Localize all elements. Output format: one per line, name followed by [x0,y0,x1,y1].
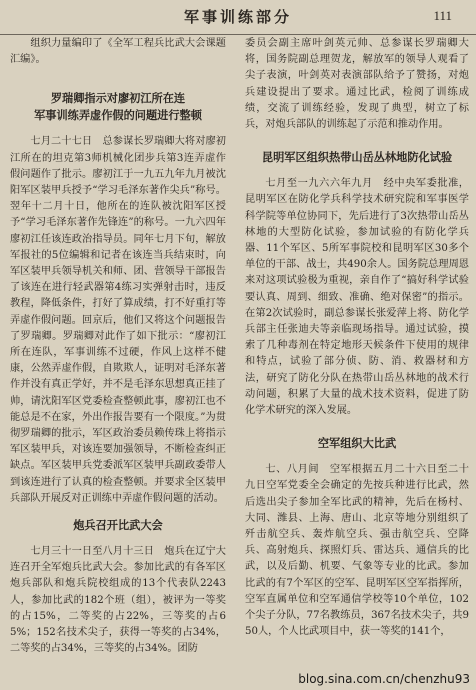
watermark-url: blog.sina.com.cn/chenzhu93 [298,672,470,686]
right-column [245,36,469,680]
page-header [0,0,476,35]
section-title-line1: 罗瑞卿指示对廖初江所在连 [50,92,186,106]
section-title: 空军组织大比武 [317,437,397,451]
section-paragraph: 七、八月间 空军根据五月二十六日至二十九日空军党委全会确定的先按兵种进行比武，然后选出尖子参加全军比武的精神，先后在杨村、大同、潍县、上海、唐山、北京等地分别组织了歼击航空兵、轰炸航空兵、强击航空兵、空降兵、高射炮兵、探照灯兵、雷达兵、通信兵的比武，以及后勤、机要、气象等专业的比武。参加比武的有7个军区的空军、昆明军区空军指挥所，空军直属单位和空军通信学校等10个单位，102个尖子分队，77名教练员，367名技术尖子，共950人，个人比武项目中，获一等奖的141个， [245,464,469,638]
section-paragraph: 七月至一九六六年九月 经中央军委批准，昆明军区在防化学兵科学技术研究院和军事医学科学院等单位协同下，先后进行了3次热带山岳丛林地的大型防化试验，参加试验的有防化学兵器、11个军区、5所军事院校和昆明军区30多个单位的干部、战士，共490余人。国务院总理周恩来对这项试验极为重视，亲自作了“搞好科学试验要认真、周到、细致、准确、绝对保密”的指示。在第2次试验时，副总参谋长张爱萍上将、防化学兵部主任张迪夫等亲临现场指导。通过试验，摸索了几种毒剂在特定地形天候条件下使用的规律和特点，试验了部分侦、防、消、救器材和方法，研究了防化分队在热带山岳丛林地的战术行动问题，积累了大量的战术技术资料，促进了防化学术研究的深入发展。 [245,178,469,417]
section-title-line2: 军事训练弄虚作假的问题进行整顿 [34,109,202,123]
continued-paragraph: 委员会副主席叶剑英元帅、总参谋长罗瑞卿大将，国务院副总理贺龙，解放军的领导人观看了尖子表演，叶剑英对表演部队给予了赞扬，对炮兵建设提出了要求。通过比武，检阅了训练成绩，交流了训练经验，发现了典型，树立了标兵，对炮兵部队的训练起了示范和推动作用。 [245,38,469,131]
section-paragraph: 七月三十一日至八月十三日 炮兵在辽宁大连召开全军炮兵比武大会。参加比武的有各军区炮兵部队和炮兵院校组成的13个代表队2243人，参加比武的182个班（组），被评为一等奖的占15%，二等奖的占22%，三等奖的占65%；152名技术尖子，获得一等奖的占34%，二等奖的占34%，三等奖的占34%。团防 [10,546,226,655]
section-title: 昆明军区组织热带山岳丛林地防化试验 [261,151,453,165]
intro-paragraph: 组织力量编印了《全军工程兵比武大会课题汇编》。 [10,38,226,66]
section-paragraph: 七月二十七日 总参谋长罗瑞卿大将对廖初江所在的坦克第3师机械化团步兵第3连弄虚作假问题作了批示。廖初江于一九五九年九月被沈阳军区装甲兵授予“学习毛泽东著作尖兵”称号。翌年十二月十日，他所在的连队被沈阳军区授予“学习毛泽东著作先锋连”的称号。一九六四年廖初江任该连政治指导员。同年七月下旬，解放军报社的5位编辑和记者在该连当兵结束时，向军区装甲兵领导机关和师、团、营领导干部报告了该连在进行轻武器第4练习实弹射击时，违反教程，降低条件，打好了算成绩，打不好重打等弄虚作假问题。回京后，他们又将这个问题报告了罗瑞卿。罗瑞卿对此作了如下批示：“廖初江所在连队，军事训练不过硬，作风上这样不健康，公然弄虚作假，自欺欺人，证明对毛泽东著作并没有真正学好，并不是毛泽东思想真正挂了帅，请沈阳军区党委检查整顿此事，廖初江也不能总是不在家，外出作报告要有一个限度。”为贯彻罗瑞卿的批示，军区政治委员赖传珠上将指示军区装甲兵，对该连要加强领导，不断检查纠正缺点。军区装甲兵党委派军区装甲兵副政委带人到该连进行了认真的检查整顿。并要求全区装甲兵部队开展反对正训练中弄虚作假问题的活动。 [10,136,226,504]
page-number: 111 [433,8,452,23]
section-title: 炮兵召开比武大会 [73,519,163,533]
running-title: 军事训练部分 [183,8,292,26]
left-column [10,36,226,680]
